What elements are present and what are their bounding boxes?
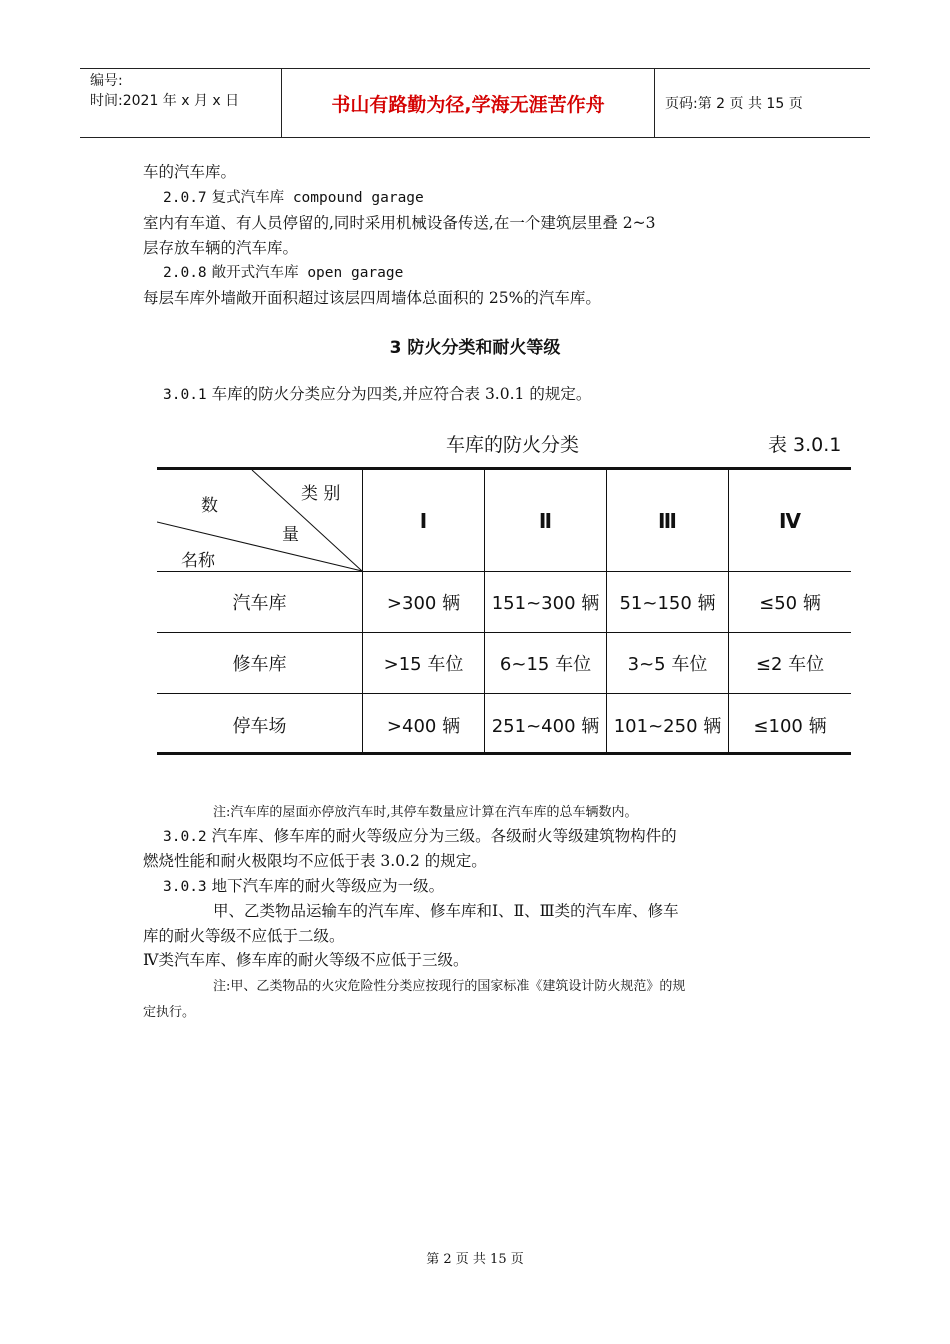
corner-label-name: 名称	[181, 551, 215, 571]
column-header-class-4: Ⅳ	[779, 508, 801, 533]
table-cell: 51~150 辆	[619, 593, 716, 614]
clause-text: 车库的防火分类应分为四类,并应符合表 3.0.1 的规定。	[211, 385, 592, 403]
text-line: 甲、乙类物品运输车的汽车库、修车库和Ⅰ、Ⅱ、Ⅲ类的汽车库、修车	[213, 902, 679, 920]
table-caption: 车库的防火分类	[446, 434, 580, 456]
corner-label-count-left: 数	[201, 496, 218, 516]
note-2: 注:甲、乙类物品的火灾危险性分类应按现行的国家标准《建筑设计防火规范》的规	[213, 979, 686, 994]
page-footer: 第 2 页 共 15 页	[426, 1252, 524, 1267]
clause-303	[163, 874, 444, 896]
row-name-garage: 汽车库	[232, 593, 287, 614]
definition-title: 复式汽车库 compound garage	[211, 190, 424, 206]
column-header-class-1: Ⅰ	[419, 508, 428, 533]
fire-classification-table	[157, 467, 851, 755]
text-line: 室内有车道、有人员停留的,同时采用机械设备传送,在一个建筑层里叠 2~3	[143, 214, 656, 232]
text-line: 库的耐火等级不应低于二级。	[143, 927, 345, 945]
text-line: 层存放车辆的汽车库。	[143, 239, 299, 257]
text-line: 燃烧性能和耐火极限均不应低于表 3.0.2 的规定。	[143, 852, 487, 870]
clause-text: 汽车库、修车库的耐火等级应分为三级。各级耐火等级建筑物构件的	[211, 827, 677, 845]
table-cell: ≤50 辆	[759, 593, 821, 614]
clause-text: 地下汽车库的耐火等级应为一级。	[211, 877, 445, 895]
corner-label-count-right: 量	[282, 525, 299, 545]
table-cell: 101~250 辆	[613, 715, 722, 737]
clause-number: 2.0.8	[163, 265, 207, 281]
header-time: 时间:2021 年 x 月 x 日	[90, 93, 240, 109]
text-line: 车的汽车库。	[143, 163, 237, 181]
note-2-continued: 定执行。	[143, 1005, 196, 1020]
header-meta	[80, 69, 282, 137]
clause-number: 2.0.7	[163, 190, 207, 206]
table-cell: 6~15 车位	[499, 654, 592, 675]
column-header-class-3: Ⅲ	[658, 508, 677, 533]
definition-208	[163, 261, 403, 282]
table-cell: 3~5 车位	[627, 654, 708, 675]
text-line: 每层车库外墙敞开面积超过该层四周墙体总面积的 25%的汽车库。	[143, 289, 601, 307]
table-cell: >15 车位	[383, 654, 464, 675]
table-cell: 151~300 辆	[491, 593, 600, 614]
table-cell: ≤2 车位	[755, 654, 825, 675]
header-page-info: 页码:第 2 页 共 15 页	[665, 96, 803, 112]
table-cell: ≤100 辆	[753, 715, 827, 737]
column-header-class-2: Ⅱ	[538, 508, 553, 533]
text-line: Ⅳ类汽车库、修车库的耐火等级不应低于三级。	[143, 951, 469, 969]
clause-number: 3.0.3	[163, 879, 207, 895]
clause-302	[163, 824, 677, 846]
definition-207	[163, 186, 424, 207]
definition-title: 敞开式汽车库 open garage	[211, 265, 404, 281]
page-header	[80, 68, 870, 138]
header-number: 编号:	[90, 73, 123, 89]
table-cell: 251~400 辆	[491, 715, 600, 737]
row-name-repair-shop: 修车库	[232, 654, 287, 675]
clause-number: 3.0.1	[163, 387, 207, 403]
row-name-parking-lot: 停车场	[232, 715, 287, 737]
corner-label-category: 类 别	[301, 484, 341, 504]
table-note: 注:汽车库的屋面亦停放汽车时,其停车数量应计算在汽车库的总车辆数内。	[213, 805, 638, 820]
table-number: 表 3.0.1	[768, 434, 842, 456]
table-cell: >400 辆	[386, 715, 461, 737]
table-cell: >300 辆	[386, 593, 461, 614]
section-title: 3 防火分类和耐火等级	[389, 338, 561, 358]
clause-301	[163, 382, 591, 404]
clause-number: 3.0.2	[163, 829, 207, 845]
header-motto: 书山有路勤为径,学海无涯苦作舟	[282, 69, 655, 137]
